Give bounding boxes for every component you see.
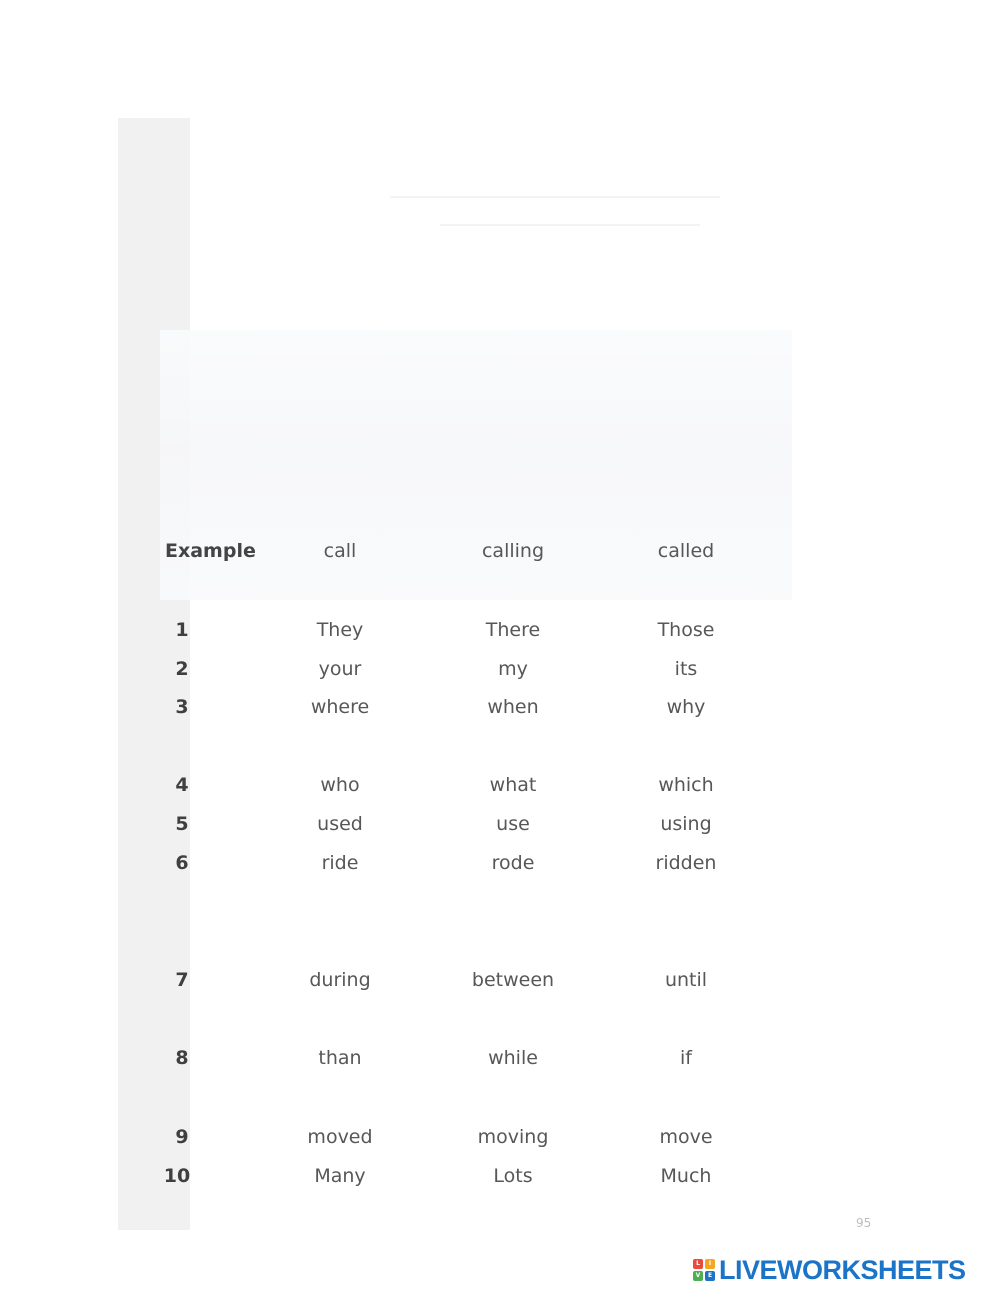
example-option-a: call <box>323 540 357 562</box>
option-b[interactable]: Lots <box>493 1165 533 1187</box>
option-b[interactable]: There <box>485 619 541 641</box>
row-number: 4 <box>175 774 189 796</box>
logo-text: LIVEWORKSHEETS <box>719 1254 966 1285</box>
option-b[interactable]: rode <box>491 852 535 874</box>
option-c[interactable]: until <box>664 969 708 991</box>
liveworksheets-grid-icon: L I V E <box>693 1259 715 1281</box>
option-b[interactable]: moving <box>477 1126 549 1148</box>
option-b[interactable]: use <box>496 813 530 835</box>
option-a[interactable]: where <box>310 696 370 718</box>
option-a[interactable]: used <box>317 813 363 835</box>
row-number: 1 <box>175 619 189 641</box>
row-number: 5 <box>175 813 189 835</box>
example-label: Example <box>165 540 256 562</box>
option-a[interactable]: They <box>316 619 364 641</box>
row-number: 9 <box>175 1126 189 1148</box>
example-option-c: called <box>657 540 715 562</box>
row-number: 7 <box>175 969 189 991</box>
option-b[interactable]: between <box>471 969 555 991</box>
option-c[interactable]: ridden <box>655 852 717 874</box>
option-c[interactable]: its <box>674 658 698 680</box>
option-b[interactable]: my <box>498 658 528 680</box>
option-c[interactable]: why <box>666 696 706 718</box>
option-a[interactable]: moved <box>307 1126 373 1148</box>
liveworksheets-logo[interactable] <box>693 1254 966 1286</box>
row-number: 8 <box>175 1047 189 1069</box>
option-c[interactable]: move <box>659 1126 713 1148</box>
option-b[interactable]: while <box>488 1047 538 1069</box>
option-c[interactable]: if <box>680 1047 692 1069</box>
option-a[interactable]: during <box>309 969 371 991</box>
row-number: 6 <box>175 852 189 874</box>
option-a[interactable]: your <box>318 658 362 680</box>
option-a[interactable]: Many <box>314 1165 366 1187</box>
option-b[interactable]: when <box>487 696 539 718</box>
faded-text-line <box>390 196 720 198</box>
option-a[interactable]: than <box>318 1047 362 1069</box>
option-c[interactable]: using <box>660 813 712 835</box>
row-number: 3 <box>175 696 189 718</box>
option-a[interactable]: who <box>320 774 360 796</box>
page-number: 95 <box>856 1216 872 1230</box>
option-c[interactable]: which <box>658 774 714 796</box>
example-option-b: calling <box>481 540 545 562</box>
row-number: 2 <box>175 658 189 680</box>
option-a[interactable]: ride <box>321 852 359 874</box>
option-c[interactable]: Much <box>660 1165 712 1187</box>
option-b[interactable]: what <box>489 774 537 796</box>
option-c[interactable]: Those <box>657 619 715 641</box>
faded-text-line <box>440 224 700 226</box>
row-number: 10 <box>163 1165 191 1187</box>
